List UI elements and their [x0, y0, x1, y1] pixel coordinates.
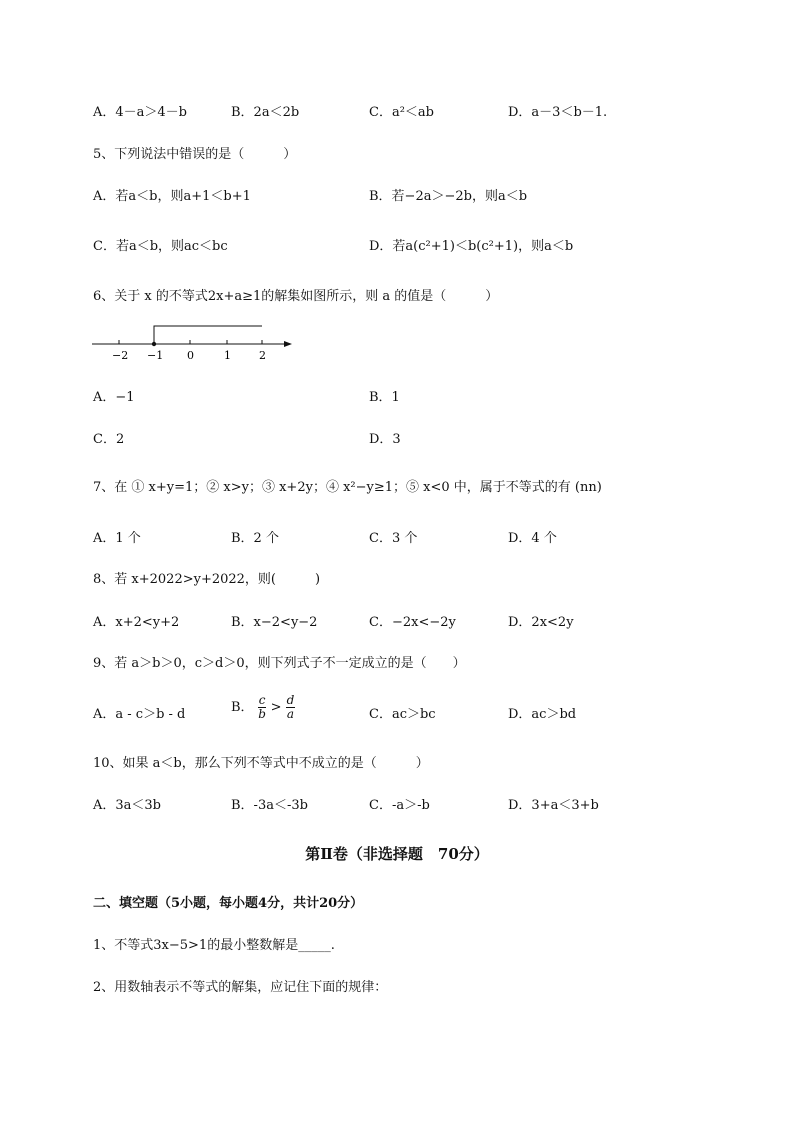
q10-option-a: A．3a＜3b — [93, 798, 162, 813]
tick-label: 1 — [224, 349, 231, 362]
q8-option-a: A．x+2<y+2 — [93, 615, 180, 630]
q9-option-b: B． $\frac{c}{b}$ > $\frac{d}{a}$ — [231, 693, 295, 721]
q4-option-c: C．a²＜ab — [369, 105, 434, 120]
solution-set-bracket — [154, 326, 262, 344]
q4-option-b: B．2a＜2b — [231, 105, 300, 120]
q6-option-c: C．2 — [93, 432, 125, 447]
q4-option-a: A．4－a＞4－b — [93, 105, 188, 120]
q4-option-d: D．a－3＜b－1. — [508, 105, 608, 120]
q7-stem: 7、在 ① x+y=1；② x>y；③ x+2y；④ x²−y≥1；⑤ x<0 中，属于不等式的有 (nn) — [93, 480, 602, 495]
q6-option-b: B．1 — [369, 390, 400, 405]
q10-option-c: C．-a＞-b — [369, 798, 430, 813]
q7-option-b: B．2 个 — [231, 531, 279, 546]
tick-label: 2 — [259, 349, 266, 362]
fraction-c-over-b: $\frac{c}{b}$ — [258, 693, 266, 721]
q10-stem: 10、如果 a＜b，那么下列不等式中不成立的是（ ） — [93, 756, 429, 771]
tick-label: −2 — [112, 349, 129, 362]
q7-option-a: A．1 个 — [93, 531, 141, 546]
q8-option-b: B．x−2<y−2 — [231, 615, 318, 630]
q9-stem: 9、若 a＞b＞0，c＞d＞0，则下列式子不一定成立的是（ ） — [93, 656, 466, 671]
q5-option-b: B．若−2a＞−2b，则a＜b — [369, 189, 528, 204]
tick-label: 0 — [187, 349, 194, 362]
q9-option-c: C．ac＞bc — [369, 707, 436, 722]
q6-option-d: D．3 — [369, 432, 401, 447]
q7-option-c: C．3 个 — [369, 531, 418, 546]
q5-stem: 5、下列说法中错误的是（ ） — [93, 147, 297, 162]
fraction-d-over-a: $\frac{d}{a}$ — [286, 693, 295, 721]
q5-option-c: C．若a＜b，则ac＜bc — [93, 239, 228, 254]
fill-question-1: 1、不等式3x−5>1的最小整数解是_____. — [93, 938, 335, 953]
q6-stem: 6、关于 x 的不等式2x+a≥1的解集如图所示，则 a 的值是（ ） — [93, 289, 499, 304]
q6-option-a: A．−1 — [93, 390, 135, 405]
axis-arrow-icon — [284, 341, 292, 347]
fill-question-2: 2、用数轴表示不等式的解集，应记住下面的规律： — [93, 980, 388, 995]
q10-option-b: B．-3a＜-3b — [231, 798, 308, 813]
q9-option-a: A．a - c＞b - d — [93, 707, 186, 722]
q9-option-d: D．ac＞bd — [508, 707, 577, 722]
q8-stem: 8、若 x+2022>y+2022，则( ) — [93, 572, 321, 587]
solid-endpoint-dot — [152, 342, 156, 346]
q8-option-c: C．−2x<−2y — [369, 615, 456, 630]
q5-option-d: D．若a(c²+1)＜b(c²+1)，则a＜b — [369, 239, 574, 254]
section-heading: 二、填空题（5小题，每小题4分，共计20分） — [93, 896, 364, 911]
number-line-diagram — [88, 318, 298, 364]
q9-option-b-label: B． — [231, 700, 254, 715]
q8-option-d: D．2x<2y — [508, 615, 574, 630]
q5-option-a: A．若a＜b，则a+1＜b+1 — [93, 189, 251, 204]
q10-option-d: D．3+a＜3+b — [508, 798, 599, 813]
tick-label: −1 — [147, 349, 164, 362]
section-title: 第Ⅱ卷（非选择题 70分） — [305, 845, 489, 863]
q7-option-d: D．4 个 — [508, 531, 557, 546]
